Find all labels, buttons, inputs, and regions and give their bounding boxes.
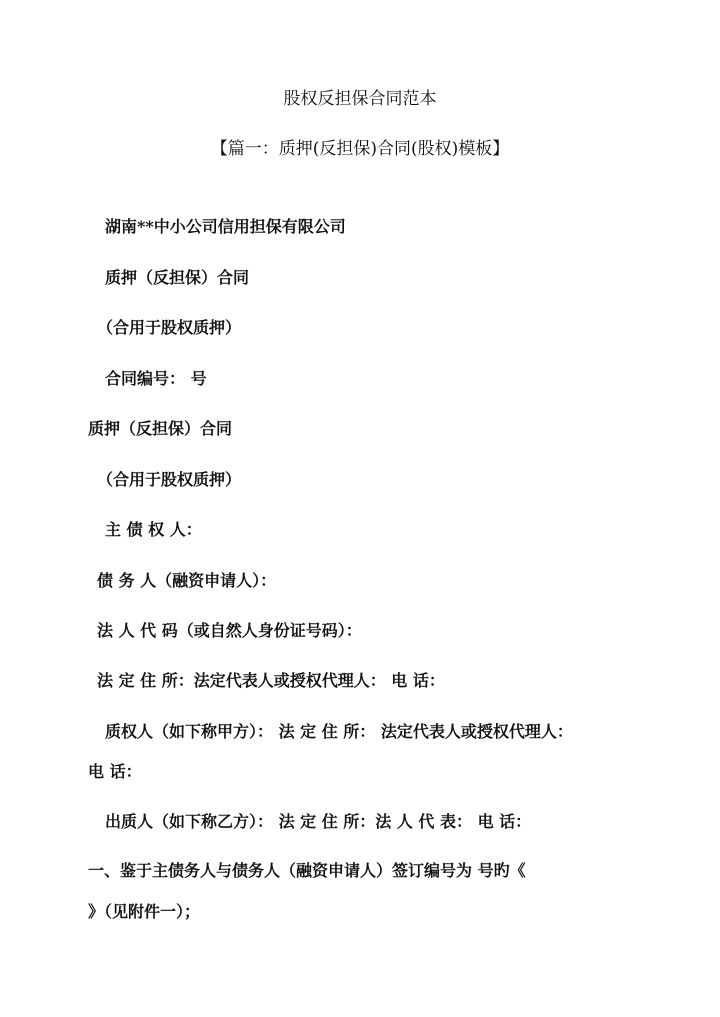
- contract-name-second: 质押（反担保）合同: [88, 419, 233, 438]
- document-subtitle: 【篇一：质押(反担保)合同(股权)模板】: [210, 139, 510, 159]
- address-line: 法 定 住 所：法定代表人或授权代理人： 电 话：: [97, 671, 445, 690]
- contract-name-first: 质押（反担保）合同: [105, 268, 250, 287]
- clause-one-line-1: 一、鉴于主债务人与债务人（融资申请人）签订编号为 号旳《: [88, 861, 526, 880]
- document-title: 股权反担保合同范本: [283, 89, 437, 109]
- debtor-label: 债 务 人（融资申请人）：: [97, 571, 277, 590]
- legal-code-label: 法 人 代 码（或自然人身份证号码）：: [97, 621, 362, 640]
- pledgee-phone: 电 话：: [88, 762, 142, 781]
- contract-scope-first: （合用于股权质押）: [97, 318, 242, 337]
- contract-scope-second: （合用于股权质押）: [97, 470, 242, 489]
- main-creditor-label: 主 债 权 人：: [105, 520, 202, 539]
- pledgor-line: 出质人（如下称乙方）： 法 定 住 所：法 人 代 表： 电 话：: [105, 812, 532, 831]
- contract-number: 合同编号： 号: [105, 369, 207, 388]
- pledgee-line: 质权人（如下称甲方）： 法 定 住 所： 法定代表人或授权代理人：: [105, 722, 573, 741]
- company-name: 湖南**中小公司信用担保有限公司: [105, 217, 346, 236]
- clause-one-line-2: 》（见附件一）；: [88, 902, 201, 921]
